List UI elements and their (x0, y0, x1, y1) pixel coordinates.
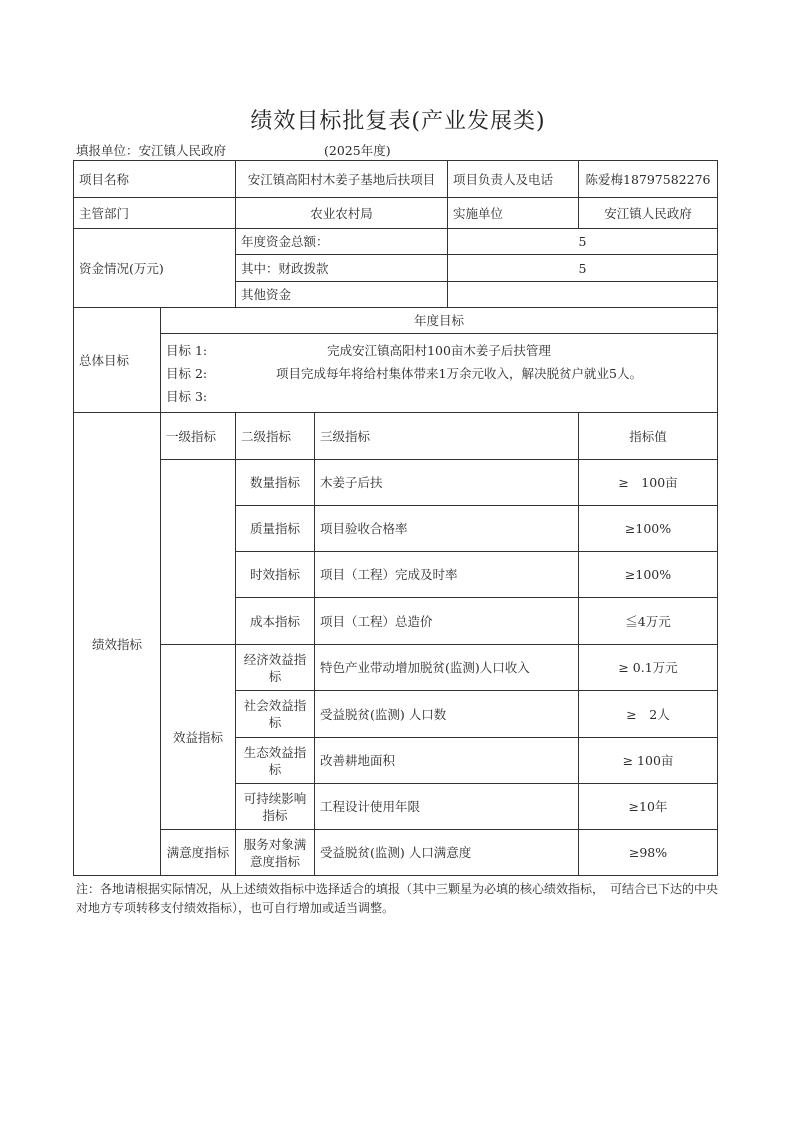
group1-level1 (161, 460, 236, 645)
impl-label: 实施单位 (448, 198, 579, 229)
group3-level1: 满意度指标 (161, 830, 236, 875)
indicator-level3: 受益脱贫(监测) 人口满意度 (315, 830, 579, 875)
indicator-value: ≦4万元 (579, 598, 717, 645)
funds-total-value: 5 (448, 229, 717, 255)
indicator-level3: 项目（工程）完成及时率 (315, 552, 579, 598)
indicator-level2: 生态效益指标 (236, 738, 315, 784)
goal-3-text (161, 387, 717, 407)
page-title: 绩效目标批复表(产业发展类) (250, 109, 546, 134)
header-level1: 一级指标 (161, 413, 236, 460)
goals-list (161, 334, 717, 413)
funds-fiscal-value: 5 (448, 255, 717, 282)
indicator-level2: 成本指标 (236, 598, 315, 645)
goal-1-text: 完成安江镇高阳村100亩木姜子后扶管理 (327, 343, 551, 358)
indicator-level3: 项目验收合格率 (315, 506, 579, 552)
project-name-label: 项目名称 (74, 161, 236, 198)
header-level3: 三级指标 (315, 413, 579, 460)
indicator-level3: 特色产业带动增加脱贫(监测)人口收入 (315, 645, 579, 691)
footnote: 注：各地请根据实际情况，从上述绩效指标中选择适合的填报（其中三颗星为必填的核心绩效指标， 可结合已下达的中央对地方专项转移支付绩效指标），也可自行增加或适当调整。 (76, 882, 719, 915)
indicator-level2: 社会效益指标 (236, 691, 315, 738)
project-contact-value: 陈爱梅18797582276 (579, 161, 717, 198)
indicator-value: ≥ 0.1万元 (579, 645, 717, 691)
funds-other-value (448, 282, 717, 308)
indicator-value: ≥100% (579, 552, 717, 598)
header-value: 指标值 (579, 413, 717, 460)
indicator-level2: 数量指标 (236, 460, 315, 506)
indicator-level2: 服务对象满意度指标 (236, 830, 315, 875)
funds-fiscal-label: 其中：财政拨款 (236, 255, 448, 282)
fill-unit: 填报单位：安江镇人民政府 (76, 143, 227, 158)
indicator-value: ≥98% (628, 845, 668, 860)
header-level2: 二级指标 (236, 413, 315, 460)
indicator-value: ≥100% (579, 506, 717, 552)
indicator-level3: 受益脱贫(监测) 人口数 (315, 691, 579, 738)
indicator-level3: 木姜子后扶 (315, 460, 579, 506)
dept-value: 农业农村局 (236, 198, 448, 229)
indicator-value: ≥ 100亩 (579, 738, 717, 784)
goal-3-label: 目标 3: (166, 389, 208, 404)
project-name-value: 安江镇高阳村木姜子基地后扶项目 (236, 161, 448, 198)
goal-2-text: 项目完成每年将给村集体带来1万余元收入，解决脱贫户就业5人。 (276, 366, 642, 381)
indicator-level3: 项目（工程）总造价 (315, 598, 579, 645)
goals-header: 年度目标 (161, 308, 717, 334)
indicator-level2: 时效指标 (236, 552, 315, 598)
report-year: (2025年度) (324, 143, 391, 158)
goal-2-label: 目标 2: (166, 366, 208, 381)
indicator-level3: 改善耕地面积 (315, 738, 579, 784)
indicator-level2: 质量指标 (236, 506, 315, 552)
project-contact-label: 项目负责人及电话 (448, 161, 579, 198)
funds-other-label: 其他资金 (236, 282, 448, 308)
dept-label: 主管部门 (74, 198, 236, 229)
goal-1-label: 目标 1: (166, 343, 208, 358)
indicator-level2: 可持续影响指标 (236, 784, 315, 830)
indicator-value: ≥ 2人 (579, 691, 717, 738)
funds-label: 资金情况(万元) (74, 229, 236, 308)
group2-level1: 效益指标 (161, 645, 236, 830)
indicator-value: ≥ 100亩 (579, 460, 717, 506)
goals-label: 总体目标 (74, 308, 161, 413)
indicator-level2: 经济效益指标 (236, 645, 315, 691)
funds-total-label: 年度资金总额： (236, 229, 448, 255)
performance-table (73, 160, 718, 876)
indicator-level3: 工程设计使用年限 (315, 784, 579, 830)
impl-value: 安江镇人民政府 (579, 198, 717, 229)
indicators-label: 绩效指标 (74, 413, 161, 875)
indicator-value: ≥10年 (579, 784, 717, 830)
